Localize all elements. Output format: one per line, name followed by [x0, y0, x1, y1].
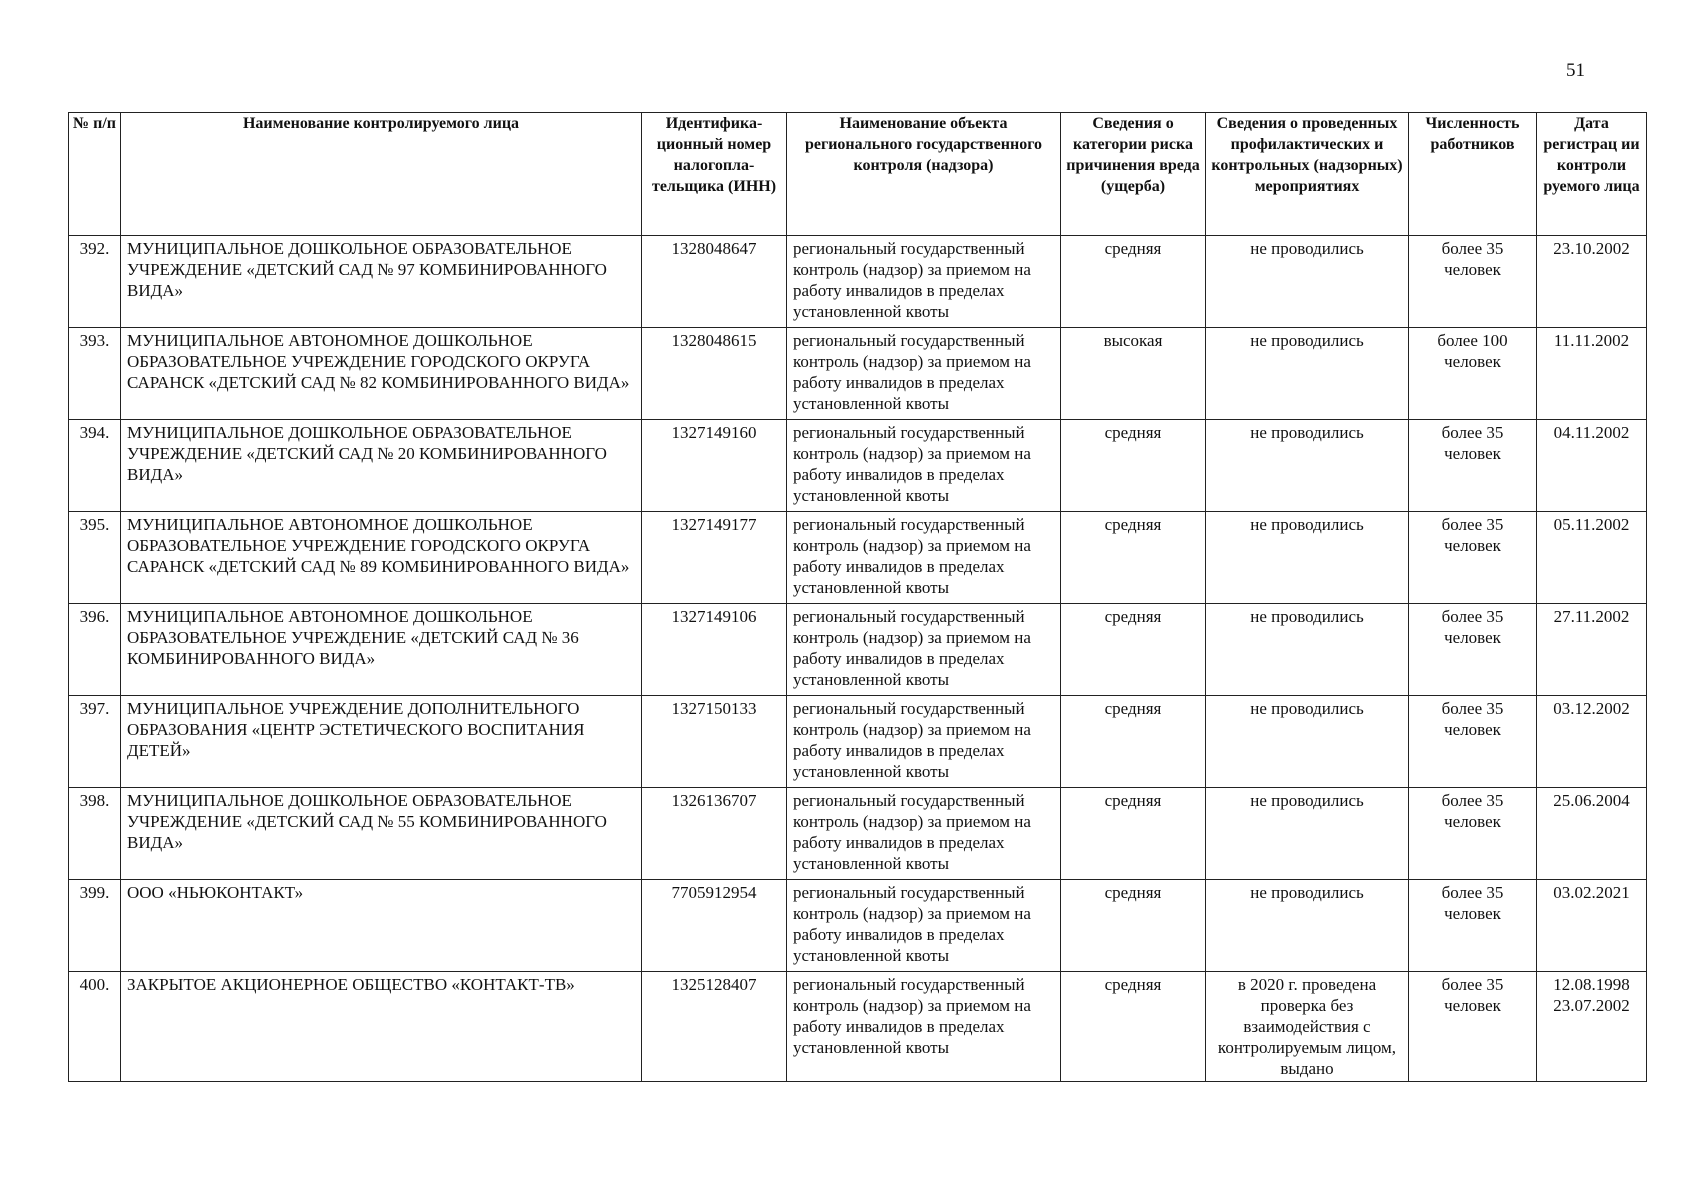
- entity-name: ЗАКРЫТОЕ АКЦИОНЕРНОЕ ОБЩЕСТВО «КОНТАКТ-ТВ»: [121, 972, 642, 1082]
- staff-count: более 35 человек: [1409, 972, 1537, 1082]
- entity-name: МУНИЦИПАЛЬНОЕ УЧРЕЖДЕНИЕ ДОПОЛНИТЕЛЬНОГО ОБРАЗОВАНИЯ «ЦЕНТР ЭСТЕТИЧЕСКОГО ВОСПИТАНИЯ ДЕТЕЙ»: [121, 696, 642, 788]
- table-row: [69, 972, 1647, 1082]
- control-object: региональный государственный контроль (надзор) за приемом на работу инвалидов в пределах установленной квоты: [787, 696, 1061, 788]
- entity-name: МУНИЦИПАЛЬНОЕ ДОШКОЛЬНОЕ ОБРАЗОВАТЕЛЬНОЕ УЧРЕЖДЕНИЕ «ДЕТСКИЙ САД № 55 КОМБИНИРОВАННОГО ВИДА»: [121, 788, 642, 880]
- row-number: 397.: [69, 696, 121, 788]
- registration-date: 12.08.1998 23.07.2002: [1537, 972, 1647, 1082]
- entity-inn: 1327149177: [642, 512, 787, 604]
- entity-inn: 1327149106: [642, 604, 787, 696]
- risk-category: средняя: [1061, 604, 1206, 696]
- registration-date: 27.11.2002: [1537, 604, 1647, 696]
- staff-count: более 35 человек: [1409, 696, 1537, 788]
- risk-category: высокая: [1061, 328, 1206, 420]
- events-info: не проводились: [1206, 604, 1409, 696]
- row-number: 400.: [69, 972, 121, 1082]
- control-object: региональный государственный контроль (надзор) за приемом на работу инвалидов в пределах установленной квоты: [787, 328, 1061, 420]
- registration-date: 03.12.2002: [1537, 696, 1647, 788]
- control-object: региональный государственный контроль (надзор) за приемом на работу инвалидов в пределах установленной квоты: [787, 236, 1061, 328]
- control-object: региональный государственный контроль (надзор) за приемом на работу инвалидов в пределах установленной квоты: [787, 512, 1061, 604]
- risk-category: средняя: [1061, 788, 1206, 880]
- entity-inn: 1328048647: [642, 236, 787, 328]
- table-row: [69, 788, 1647, 880]
- registration-date: 25.06.2004: [1537, 788, 1647, 880]
- staff-count: более 35 человек: [1409, 604, 1537, 696]
- header-risk: Сведения о категории риска причинения вреда (ущерба): [1061, 113, 1206, 236]
- row-number: 399.: [69, 880, 121, 972]
- events-info: в 2020 г. проведена проверка без взаимодействия с контролируемым лицом, выдано: [1206, 972, 1409, 1082]
- entity-inn: 1326136707: [642, 788, 787, 880]
- control-object: региональный государственный контроль (надзор) за приемом на работу инвалидов в пределах установленной квоты: [787, 880, 1061, 972]
- events-info: не проводились: [1206, 512, 1409, 604]
- registration-date: 23.10.2002: [1537, 236, 1647, 328]
- table-row: [69, 696, 1647, 788]
- entity-name: МУНИЦИПАЛЬНОЕ ДОШКОЛЬНОЕ ОБРАЗОВАТЕЛЬНОЕ УЧРЕЖДЕНИЕ «ДЕТСКИЙ САД № 20 КОМБИНИРОВАННОГО ВИДА»: [121, 420, 642, 512]
- entity-inn: 1327150133: [642, 696, 787, 788]
- row-number: 392.: [69, 236, 121, 328]
- events-info: не проводились: [1206, 880, 1409, 972]
- events-info: не проводились: [1206, 420, 1409, 512]
- entity-name: МУНИЦИПАЛЬНОЕ АВТОНОМНОЕ ДОШКОЛЬНОЕ ОБРАЗОВАТЕЛЬНОЕ УЧРЕЖДЕНИЕ ГОРОДСКОГО ОКРУГА САРАНСК «ДЕТСКИЙ САД № 89 КОМБИНИРОВАННОГО ВИДА»: [121, 512, 642, 604]
- header-staff: Численность работников: [1409, 113, 1537, 236]
- table-row: [69, 328, 1647, 420]
- entity-name: МУНИЦИПАЛЬНОЕ АВТОНОМНОЕ ДОШКОЛЬНОЕ ОБРАЗОВАТЕЛЬНОЕ УЧРЕЖДЕНИЕ «ДЕТСКИЙ САД № 36 КОМБИНИРОВАННОГО ВИДА»: [121, 604, 642, 696]
- risk-category: средняя: [1061, 512, 1206, 604]
- events-info: не проводились: [1206, 696, 1409, 788]
- row-number: 396.: [69, 604, 121, 696]
- page-number: 51: [1566, 60, 1585, 81]
- staff-count: более 100 человек: [1409, 328, 1537, 420]
- entity-name: МУНИЦИПАЛЬНОЕ ДОШКОЛЬНОЕ ОБРАЗОВАТЕЛЬНОЕ УЧРЕЖДЕНИЕ «ДЕТСКИЙ САД № 97 КОМБИНИРОВАННОГО ВИДА»: [121, 236, 642, 328]
- header-num: № п/п: [69, 113, 121, 236]
- events-info: не проводились: [1206, 236, 1409, 328]
- staff-count: более 35 человек: [1409, 512, 1537, 604]
- risk-category: средняя: [1061, 236, 1206, 328]
- header-row: [69, 113, 1647, 236]
- row-number: 395.: [69, 512, 121, 604]
- table-row: [69, 604, 1647, 696]
- control-object: региональный государственный контроль (надзор) за приемом на работу инвалидов в пределах установленной квоты: [787, 420, 1061, 512]
- table-row: [69, 420, 1647, 512]
- registration-date: 11.11.2002: [1537, 328, 1647, 420]
- registration-date: 04.11.2002: [1537, 420, 1647, 512]
- table-row: [69, 512, 1647, 604]
- staff-count: более 35 человек: [1409, 420, 1537, 512]
- header-inn: Идентифика-ционный номер налогопла-тельщика (ИНН): [642, 113, 787, 236]
- registry-table: [68, 112, 1647, 1082]
- risk-category: средняя: [1061, 420, 1206, 512]
- entity-inn: 7705912954: [642, 880, 787, 972]
- header-events: Сведения о проведенных профилактических и контрольных (надзорных) мероприятиях: [1206, 113, 1409, 236]
- control-object: региональный государственный контроль (надзор) за приемом на работу инвалидов в пределах установленной квоты: [787, 788, 1061, 880]
- table-row: [69, 236, 1647, 328]
- entity-name: ООО «НЬЮКОНТАКТ»: [121, 880, 642, 972]
- risk-category: средняя: [1061, 696, 1206, 788]
- staff-count: более 35 человек: [1409, 236, 1537, 328]
- registration-date: 03.02.2021: [1537, 880, 1647, 972]
- control-object: региональный государственный контроль (надзор) за приемом на работу инвалидов в пределах установленной квоты: [787, 604, 1061, 696]
- staff-count: более 35 человек: [1409, 880, 1537, 972]
- header-object: Наименование объекта регионального государственного контроля (надзора): [787, 113, 1061, 236]
- control-object: региональный государственный контроль (надзор) за приемом на работу инвалидов в пределах установленной квоты: [787, 972, 1061, 1082]
- row-number: 394.: [69, 420, 121, 512]
- row-number: 393.: [69, 328, 121, 420]
- risk-category: средняя: [1061, 972, 1206, 1082]
- entity-inn: 1325128407: [642, 972, 787, 1082]
- table-row: [69, 880, 1647, 972]
- entity-name: МУНИЦИПАЛЬНОЕ АВТОНОМНОЕ ДОШКОЛЬНОЕ ОБРАЗОВАТЕЛЬНОЕ УЧРЕЖДЕНИЕ ГОРОДСКОГО ОКРУГА САРАНСК «ДЕТСКИЙ САД № 82 КОМБИНИРОВАННОГО ВИДА»: [121, 328, 642, 420]
- events-info: не проводились: [1206, 788, 1409, 880]
- entity-inn: 1328048615: [642, 328, 787, 420]
- row-number: 398.: [69, 788, 121, 880]
- risk-category: средняя: [1061, 880, 1206, 972]
- staff-count: более 35 человек: [1409, 788, 1537, 880]
- entity-inn: 1327149160: [642, 420, 787, 512]
- header-name: Наименование контролируемого лица: [121, 113, 642, 236]
- registration-date: 05.11.2002: [1537, 512, 1647, 604]
- header-date: Дата регистрац ии контроли руемого лица: [1537, 113, 1647, 236]
- events-info: не проводились: [1206, 328, 1409, 420]
